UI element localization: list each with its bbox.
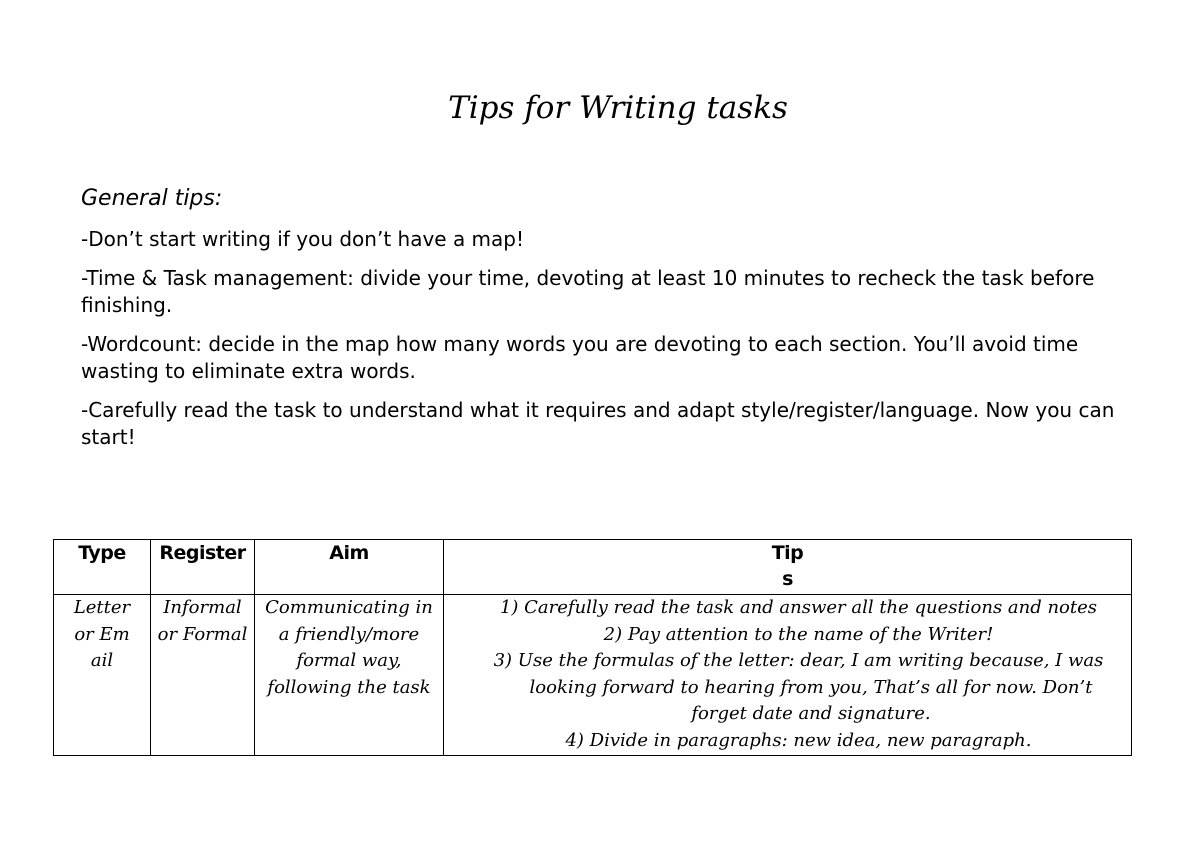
list-item: 1) Carefully read the task and answer all the questions and notes (499, 597, 1098, 618)
cell-register (151, 595, 255, 756)
writing-tasks-table (53, 539, 1132, 756)
list-item: 4) Divide in paragraphs: new idea, new paragraph. (565, 729, 1032, 751)
page-title: Tips for Writing tasks (448, 90, 788, 126)
table-row (54, 595, 1132, 756)
cell-register-text: Informal or Formal (157, 597, 248, 645)
cell-type-text: Letter or Email (73, 597, 131, 671)
header-type: Type (54, 540, 151, 595)
list-item: 2) Pay attention to the name of the Writer! (603, 623, 994, 645)
header-tips-label: Tips (771, 542, 804, 590)
general-tip: -Carefully read the task to understand what it requires and adapt style/register/language. Now you can start! (81, 398, 1115, 449)
general-tip: -Wordcount: decide in the map how many words you are devoting to each section. You’ll avoid time wasting to eliminate extra words. (81, 332, 1079, 383)
cell-aim (255, 595, 444, 756)
table-header-row (54, 540, 1132, 595)
tips-list (474, 595, 1131, 754)
cell-aim-text: Communicating in a friendly/more formal way, following the task (265, 597, 433, 698)
general-tip: -Don’t start writing if you don’t have a map! (81, 227, 525, 251)
general-tip: -Time & Task management: divide your time, devoting at least 10 minutes to recheck the task before finishing. (81, 266, 1095, 317)
general-tips-heading: General tips: (81, 186, 223, 211)
cell-tips (444, 595, 1132, 756)
list-item: 3) Use the formulas of the letter: dear, I am writing because, I was looking forward to hearing from you, That’s all for now. Don’t forget date and signature. (493, 650, 1104, 724)
header-tips (444, 540, 1132, 595)
general-tips-list (81, 226, 1141, 463)
cell-type (54, 595, 151, 756)
header-register: Register (151, 540, 255, 595)
header-aim: Aim (255, 540, 444, 595)
